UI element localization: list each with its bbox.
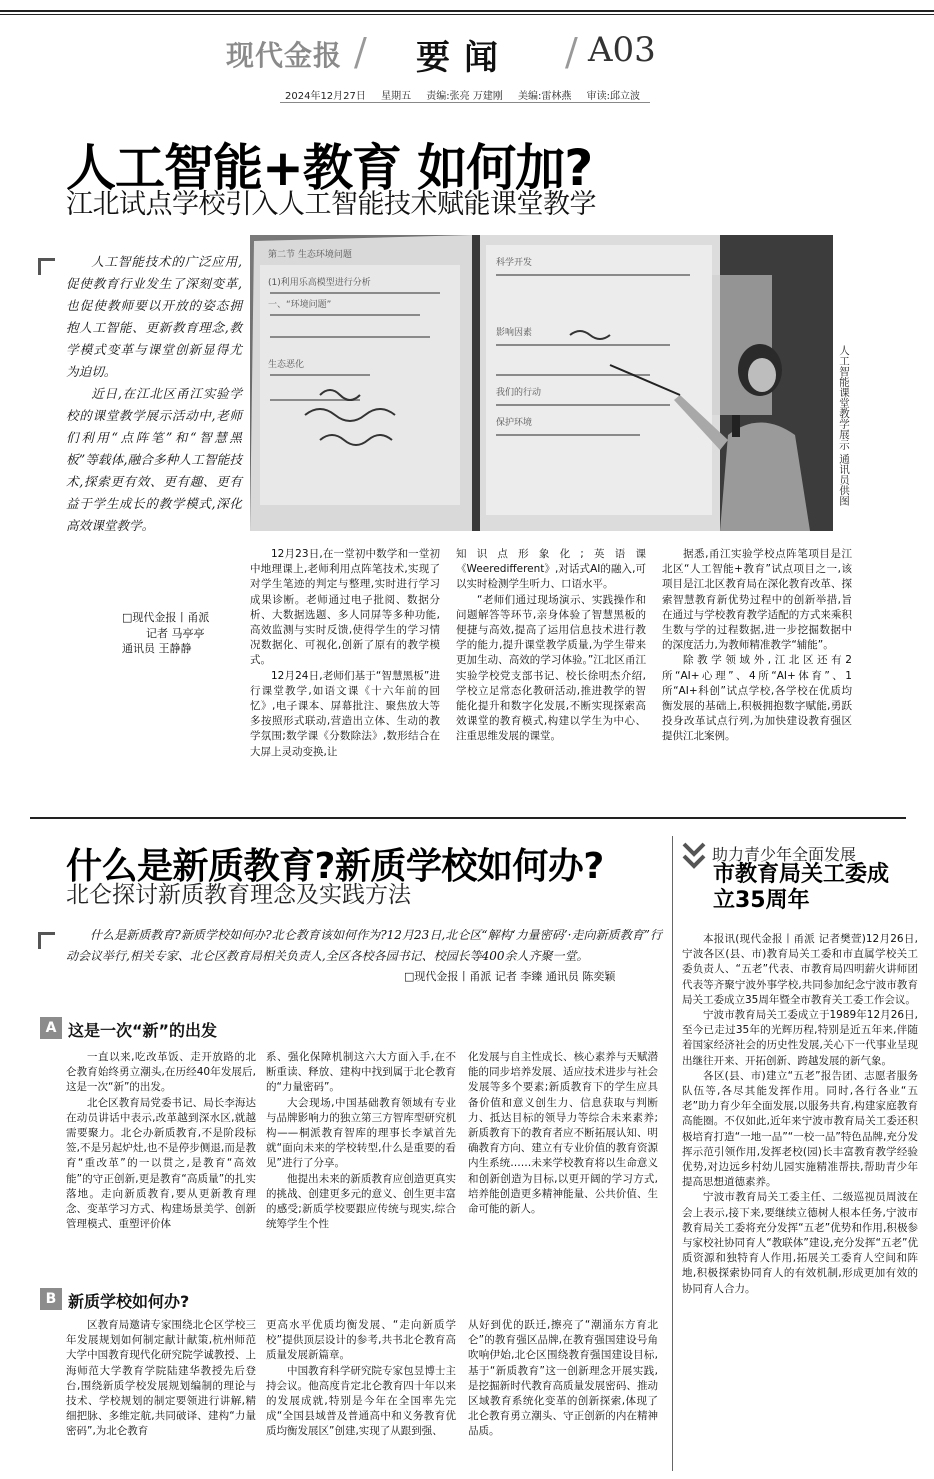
- lead-paragraph: 什么是新质教育?新质学校如何办?北仑教育该如何作为?12月23日,北仑区“解构‘力量密码’·走向新质教育”行动会议举行,相关专家、北仑区教育局相关负责人,全区各校各园书记、校园长等400余人齐聚一堂。: [66, 928, 662, 963]
- body-paragraph: 中国教育科学研究院专家包昱博士主持会议。他高度肯定北仑教育四十年以来的发展成就,特别是今年在全国率先完成“全国县域普及普通高中和义务教育优质均衡发展区”创建,实现了从跟到强、: [266, 1364, 456, 1438]
- classroom-photo-image: [250, 235, 833, 531]
- body-paragraph: 从好到优的跃迁,擦亮了“潮涌东方育北仑”的教育强区品牌,在教育强国建设号角吹响伊始,北仑区围绕教育强国建设目标,基于“新质教育”这一创新理念开展实践,是挖掘新时代教育高质量发展密码、推动区域教育系统化变革的创新探索,体现了北仑教育勇立潮头、守正创新的内在精神品质。: [468, 1319, 658, 1438]
- board-text: (1)利用乐高模型进行分析: [268, 278, 371, 288]
- newspaper-brand: 现代金报: [226, 39, 343, 72]
- board-text: 第二节 生态环境问题: [268, 250, 352, 260]
- body-paragraph: 北仑区教育局党委书记、局长李海达在动员讲话中表示,改革越到深水区,就越需要聚力。北仑办新质教育,不是阶段标签,不是另起炉灶,也不是停步侧退,而是教育“重改革”的一以贯之,是教育“高效能”的守正创新,更是教育“高质量”的扎实落地。走向新质教育,要从更新教育理念、变革学习方式、构建场景美学、创新管理模式、重塑评价体: [66, 1096, 256, 1231]
- section-b-col3: [468, 1318, 658, 1440]
- section-a-col2: [266, 1050, 456, 1232]
- body-paragraph: 宁波市教育局关工委主任、二级巡视员周波在会上表示,接下来,要继续立德树人根本任务,宁波市教育局关工委将充分发挥“五老”优势和作用,积极参与家校社协同育人“教联体”建设,充分发挥“五老”优质资源和独特育人作用,拓展关工委育人空间和阵地,积极探索协同育人的有效机制,形成更加有效的协同育人合力。: [682, 1191, 918, 1295]
- article1-subheadline: 江北试点学校引入人工智能技术赋能课堂教学: [66, 189, 596, 220]
- chevron-down-icon: [682, 842, 706, 874]
- body-paragraph: 一直以来,吃改革饭、走开放路的北仑教育始终勇立潮头,在历经40年发展后,这是一次“新”的出发。: [66, 1051, 256, 1094]
- board-text: 科学开发: [496, 258, 533, 268]
- body-paragraph: 化发展与自主性成长、核心素养与天赋潜能的同步培养发展、适应技术进步与社会发展等多个要素;新质教育下的学生应具备价值和意义创生力、信息获取与判断力、抵达目标的领导力等综合未来素养;新质教育下的教育者应不断拓展认知、明确教育方向、建立有专业价值的教育资源内生系统……未来学校教育将以生命意义和创新创造为目标,以更开阔的学习方式,培养能创造更多精神能量、公共价值、生命可能的新人。: [468, 1051, 658, 1216]
- body-paragraph: 各区(县、市)建立“五老”报告团、志愿者服务队伍等,各尽其能发挥作用。同时,各行各业“五老”助力育少年全面发展,以服务共育,构建家庭教育高能圈。不仅如此,近年来宁波市教育局关工委还积极培育打造“一地一品”“一校一品”特色品牌,充分发挥示范引领作用,发挥老校(园)长丰富教育教学经验优势,对边远乡村幼儿园实施精准帮扶,帮助青少年提高思想道德素养。: [682, 1069, 918, 1189]
- section-a-title: 这是一次“新”的出发: [68, 1021, 218, 1040]
- body-paragraph: 区教育局邀请专家围绕北仑区学校三年发展规划如何制定献计献策,杭州师范大学中国教育现代化研究院学诚教授、上海师范大学教育学院陆建华教授先后登台,围绕新质学校发展规划编制的理论与技术、学校规划的制定要领进行讲解,精细把脉、多维定航,共同破译、建构“力量密码”,为北仑教育: [66, 1319, 256, 1438]
- article2-byline: □现代金报丨甬派 记者 李臻 通讯员 陈奕颖: [404, 970, 616, 983]
- section-divider: [30, 817, 906, 819]
- body-paragraph: 本报讯(现代金报丨甬派 记者樊萱)12月26日,宁波各区(县、市)教育局关工委和市直属学校关工委负责人、“五老”代表、市教育局四明薪火讲师团代表等齐聚宁波外事学校,共同参加纪念宁波市教育局关工委成立35周年暨全市教育关工委工作会议。: [682, 933, 918, 1006]
- photo-caption: 人工智能课堂教学展示 通讯员供图: [838, 345, 850, 506]
- section-b-col2: [266, 1318, 456, 1440]
- section-name: 要闻: [416, 38, 512, 78]
- section-a-marker: A: [40, 1017, 62, 1039]
- byline-line: □现代金报丨甬派: [122, 611, 210, 624]
- board-text: 生态恶化: [268, 360, 305, 370]
- section-a-col1: [66, 1050, 256, 1232]
- byline-line: 记者 马亭亭: [146, 626, 205, 640]
- editor-credit: 责编:张亮 万建刚: [426, 91, 503, 102]
- article1-col1: [250, 547, 440, 760]
- body-paragraph: 知识点形象化;英语课《Weeredifferent》,对话式AI的融入,可以实时检测学生听力、口语水平。: [456, 548, 646, 591]
- board-text: 保护环境: [496, 418, 533, 428]
- article2-subheadline: 北仑探讨新质教育理念及实践方法: [66, 882, 411, 908]
- masthead-slash: /: [565, 30, 578, 74]
- issue-weekday: 星期五: [381, 91, 412, 102]
- body-paragraph: 大会现场,中国基础教育领域有专业与品牌影响力的独立第三方智库型研究机构——桐派教育智库的理事长李斌首先就“面向未来的学校转型,什么是重要的看见”进行了分享。: [266, 1096, 456, 1170]
- lead-paragraph: 近日,在江北区甬江实验学校的课堂教学展示活动中,老师们利用“点阵笔”和“智慧黑板”等载体,融合多种人工智能技术,探索更有效、更有趣、更有益于学生成长的教学模式,深化高效课堂教学。: [66, 386, 242, 533]
- body-paragraph: 更高水平优质均衡发展、“走向新质学校”提供顶层设计的参考,共书北仑教育高质量发展新篇章。: [266, 1319, 456, 1362]
- dateline: [285, 87, 652, 102]
- top-rule-thin: [0, 14, 934, 15]
- board-text: 我们的行动: [496, 388, 542, 398]
- body-paragraph: “老师们通过现场演示、实践操作和问题解答等环节,亲身体验了智慧黑板的便捷与高效,提高了运用信息技术进行教学的能力,提升课堂教学质量,为学生带来更加生动、高效的学习体验。”江北区甬江实验学校党支部书记、校长徐明杰介绍,学校立足常态化教研活动,推进教学的智能化提升和数字化发展,不断实现探索高效课堂的教育模式,构建以学生为中心、注重思维发展的课堂。: [456, 593, 646, 743]
- body-paragraph: 12月23日,在一堂初中数学和一堂初中地理课上,老师利用点阵笔技术,实现了对学生笔迹的判定与整理,实时进行学习成果诊断。老师通过电子批阅、数据分析、大数据选题、多人同屏等多种功能,高效监测与实时反馈,使得学生的学习情况数据化、可视化,创新了原有的教学模式。: [250, 548, 440, 667]
- section-a-col3: [468, 1050, 658, 1217]
- board-text: 一、“环境问题”: [268, 300, 332, 310]
- article2-lead: [66, 925, 662, 967]
- section-b-marker: B: [40, 1288, 62, 1310]
- designer-credit: 美编:雷林燕: [518, 91, 572, 102]
- sidebar-kicker: 助力青少年全面发展: [712, 845, 857, 864]
- lead-bracket-icon: [38, 932, 55, 949]
- lead-paragraph: 人工智能技术的广泛应用,促使教育行业发生了深刻变革,也促使教师要以开放的姿态拥抱人工智能、更新教育理念,教学模式变革与课堂创新显得尤为迫切。: [66, 254, 242, 379]
- section-b-col1: [66, 1318, 256, 1440]
- sidebar-title: 市教育局关工委成立35周年: [713, 862, 890, 913]
- article2-headline: 什么是新质教育?新质学校如何办?: [66, 846, 604, 887]
- dateline-rule: [280, 102, 650, 103]
- section-b-title: 新质学校如何办?: [68, 1292, 190, 1311]
- body-paragraph: 12月24日,老师们基于“智慧黑板”进行课堂教学,如语文课《十六年前的回忆》,电子课本、屏幕批注、聚焦放大等多按照形式联动,营造出立体、生动的教学氛围;数学课《分数除法》,数形结合在大屏上灵动变换,让: [250, 669, 440, 758]
- masthead-slash: /: [354, 30, 367, 74]
- sidebar-body: [682, 932, 918, 1297]
- classroom-photo: [250, 235, 833, 531]
- top-rule: [0, 10, 934, 12]
- article1-headline: 人工智能+教育 如何加?: [66, 139, 593, 197]
- page-number: A03: [588, 30, 656, 70]
- sidebar-divider: [672, 836, 673, 1471]
- body-paragraph: 他提出未来的新质教育应创造更真实的挑战、创建更多元的意义、创生更丰富的感受;新质学校要跟应传统与现实,综合统筹学生个性: [266, 1172, 456, 1231]
- byline-line: 通讯员 王静静: [122, 642, 192, 655]
- article1-lead: [66, 251, 242, 537]
- body-paragraph: 除教学领域外,江北区还有2所“AI+心理”、4所“AI+体育”、1所“AI+科创”试点学校,各学校在优质均衡发展的基础上,积极拥抱数字赋能,勇跃投身改革试点行列,为加快建设教育强区提供江北案例。: [662, 654, 852, 743]
- board-text: 影响因素: [496, 328, 533, 338]
- masthead: [0, 26, 934, 76]
- issue-date: 2024年12月27日: [285, 91, 366, 102]
- body-paragraph: 宁波市教育局关工委成立于1989年12月26日,至今已走过35年的光辉历程,特别是近五年来,伴随着国家经济社会的历史性发展,关心下一代事业呈现出继往开来、开拓创新、跨越发展的新气象。: [682, 1009, 918, 1067]
- proof-credit: 审读:邱立波: [586, 91, 640, 102]
- article1-col2: [456, 547, 646, 745]
- article1-col3: [662, 547, 852, 745]
- body-paragraph: 据悉,甬江实验学校点阵笔项目是江北区“人工智能+教育”试点项目之一,该项目是江北区教育局在深化教育改革、探索智慧教育新优势过程中的创新举措,旨在通过与学校教育教学适配的方式来乘积生数与学的过程数据,进一步挖掘数据中的深度活力,为教师精准教学“辅能”。: [662, 548, 852, 652]
- body-paragraph: 系、强化保障机制这六大方面入手,在不断重读、释放、建构中找到属于北仑教育的“力量密码”。: [266, 1051, 456, 1094]
- article1-byline: [122, 610, 242, 657]
- lead-bracket-icon: [38, 258, 55, 275]
